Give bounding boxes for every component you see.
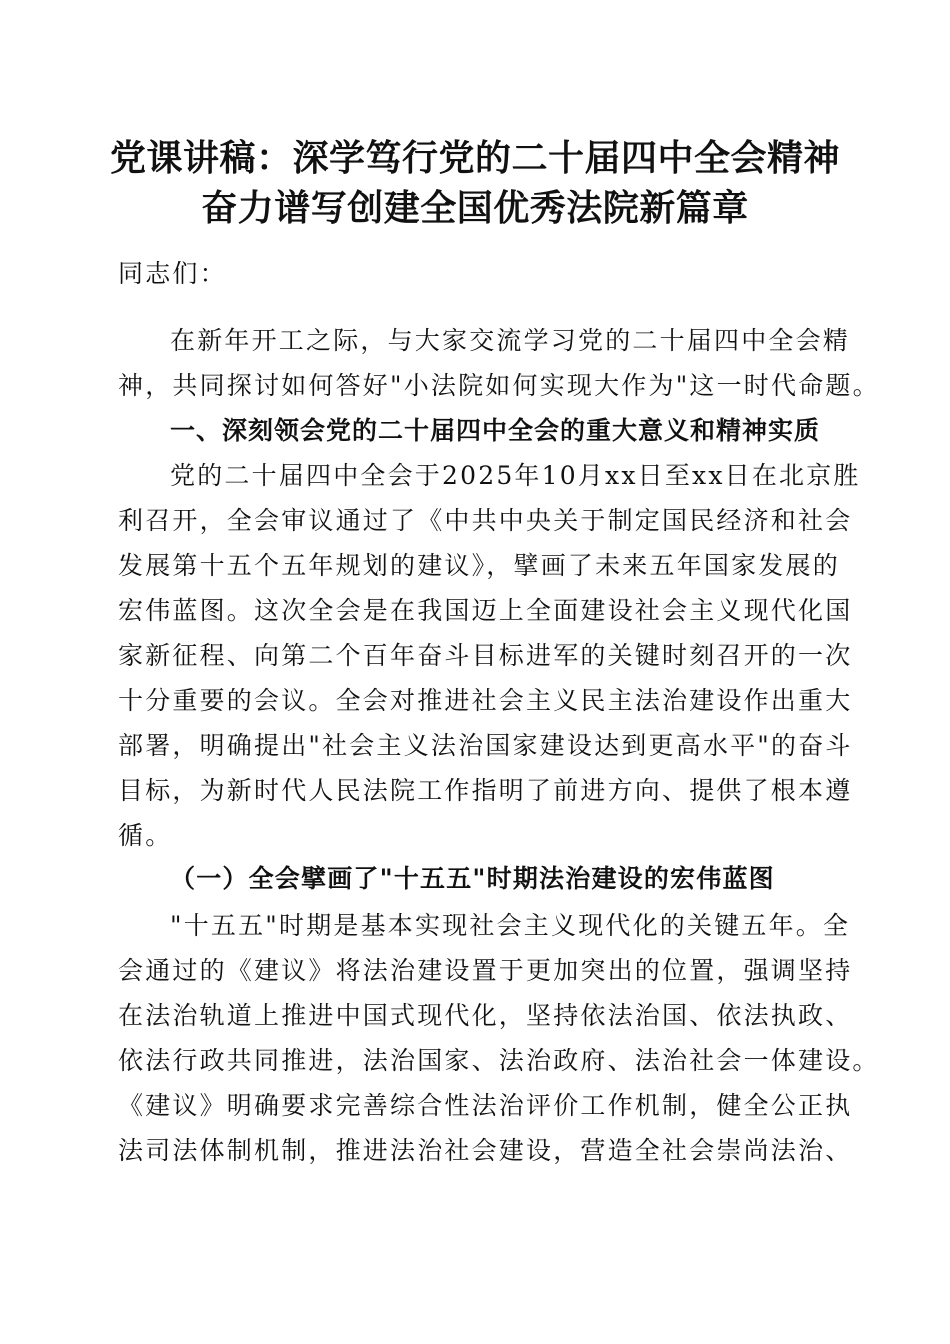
section-1-line: 家新征程、向第二个百年奋斗目标进军的关键时刻召开的一次 [118,641,853,670]
subsection-1-heading: （一）全会擘画了"十五五"时期法治建设的宏伟蓝图 [170,864,775,893]
section-1-line: 发展第十五个五年规划的建议》，擘画了未来五年国家发展的 [118,551,840,580]
salutation: 同志们： [118,259,227,288]
section-1-heading: 一、深刻领会党的二十届四中全会的重大意义和精神实质 [170,416,821,445]
section-1-line: 宏伟蓝图。这次全会是在我国迈上全面建设社会主义现代化国 [118,596,853,625]
intro-line: 在新年开工之际，与大家交流学习党的二十届四中全会精 [170,326,851,355]
section-1-line: 十分重要的会议。全会对推进社会主义民主法治建设作出重大 [118,686,853,715]
document-title-line-1: 党课讲稿：深学笃行党的二十届四中全会精神 [109,137,840,179]
intro-line: 神，共同探讨如何答好"小法院如何实现大作为"这一时代命题。 [118,371,880,400]
subsection-1-line: 会通过的《建议》将法治建设置于更加突出的位置，强调坚持 [118,956,853,985]
section-1-line: 循。 [118,821,173,850]
subsection-1-line: 《建议》明确要求完善综合性法治评价工作机制，健全公正执 [118,1091,853,1120]
subsection-1-line: 依法行政共同推进，法治国家、法治政府、法治社会一体建设。 [118,1046,880,1075]
subsection-1-line: 法司法体制机制，推进法治社会建设，营造全社会崇尚法治、 [118,1136,853,1165]
subsection-1-line: "十五五"时期是基本实现社会主义现代化的关键五年。全 [170,911,851,940]
section-1-line: 党的二十届四中全会于2025年10月xx日至xx日在北京胜 [170,461,861,490]
section-1-line: 利召开，全会审议通过了《中共中央关于制定国民经济和社会 [118,506,853,535]
document-title-line-2: 奋力谱写创建全国优秀法院新篇章 [201,187,749,229]
section-1-line: 目标，为新时代人民法院工作指明了前进方向、提供了根本遵 [118,776,853,805]
subsection-1-line: 在法治轨道上推进中国式现代化，坚持依法治国、依法执政、 [118,1001,853,1030]
section-1-line: 部署，明确提出"社会主义法治国家建设达到更高水平"的奋斗 [118,731,853,760]
